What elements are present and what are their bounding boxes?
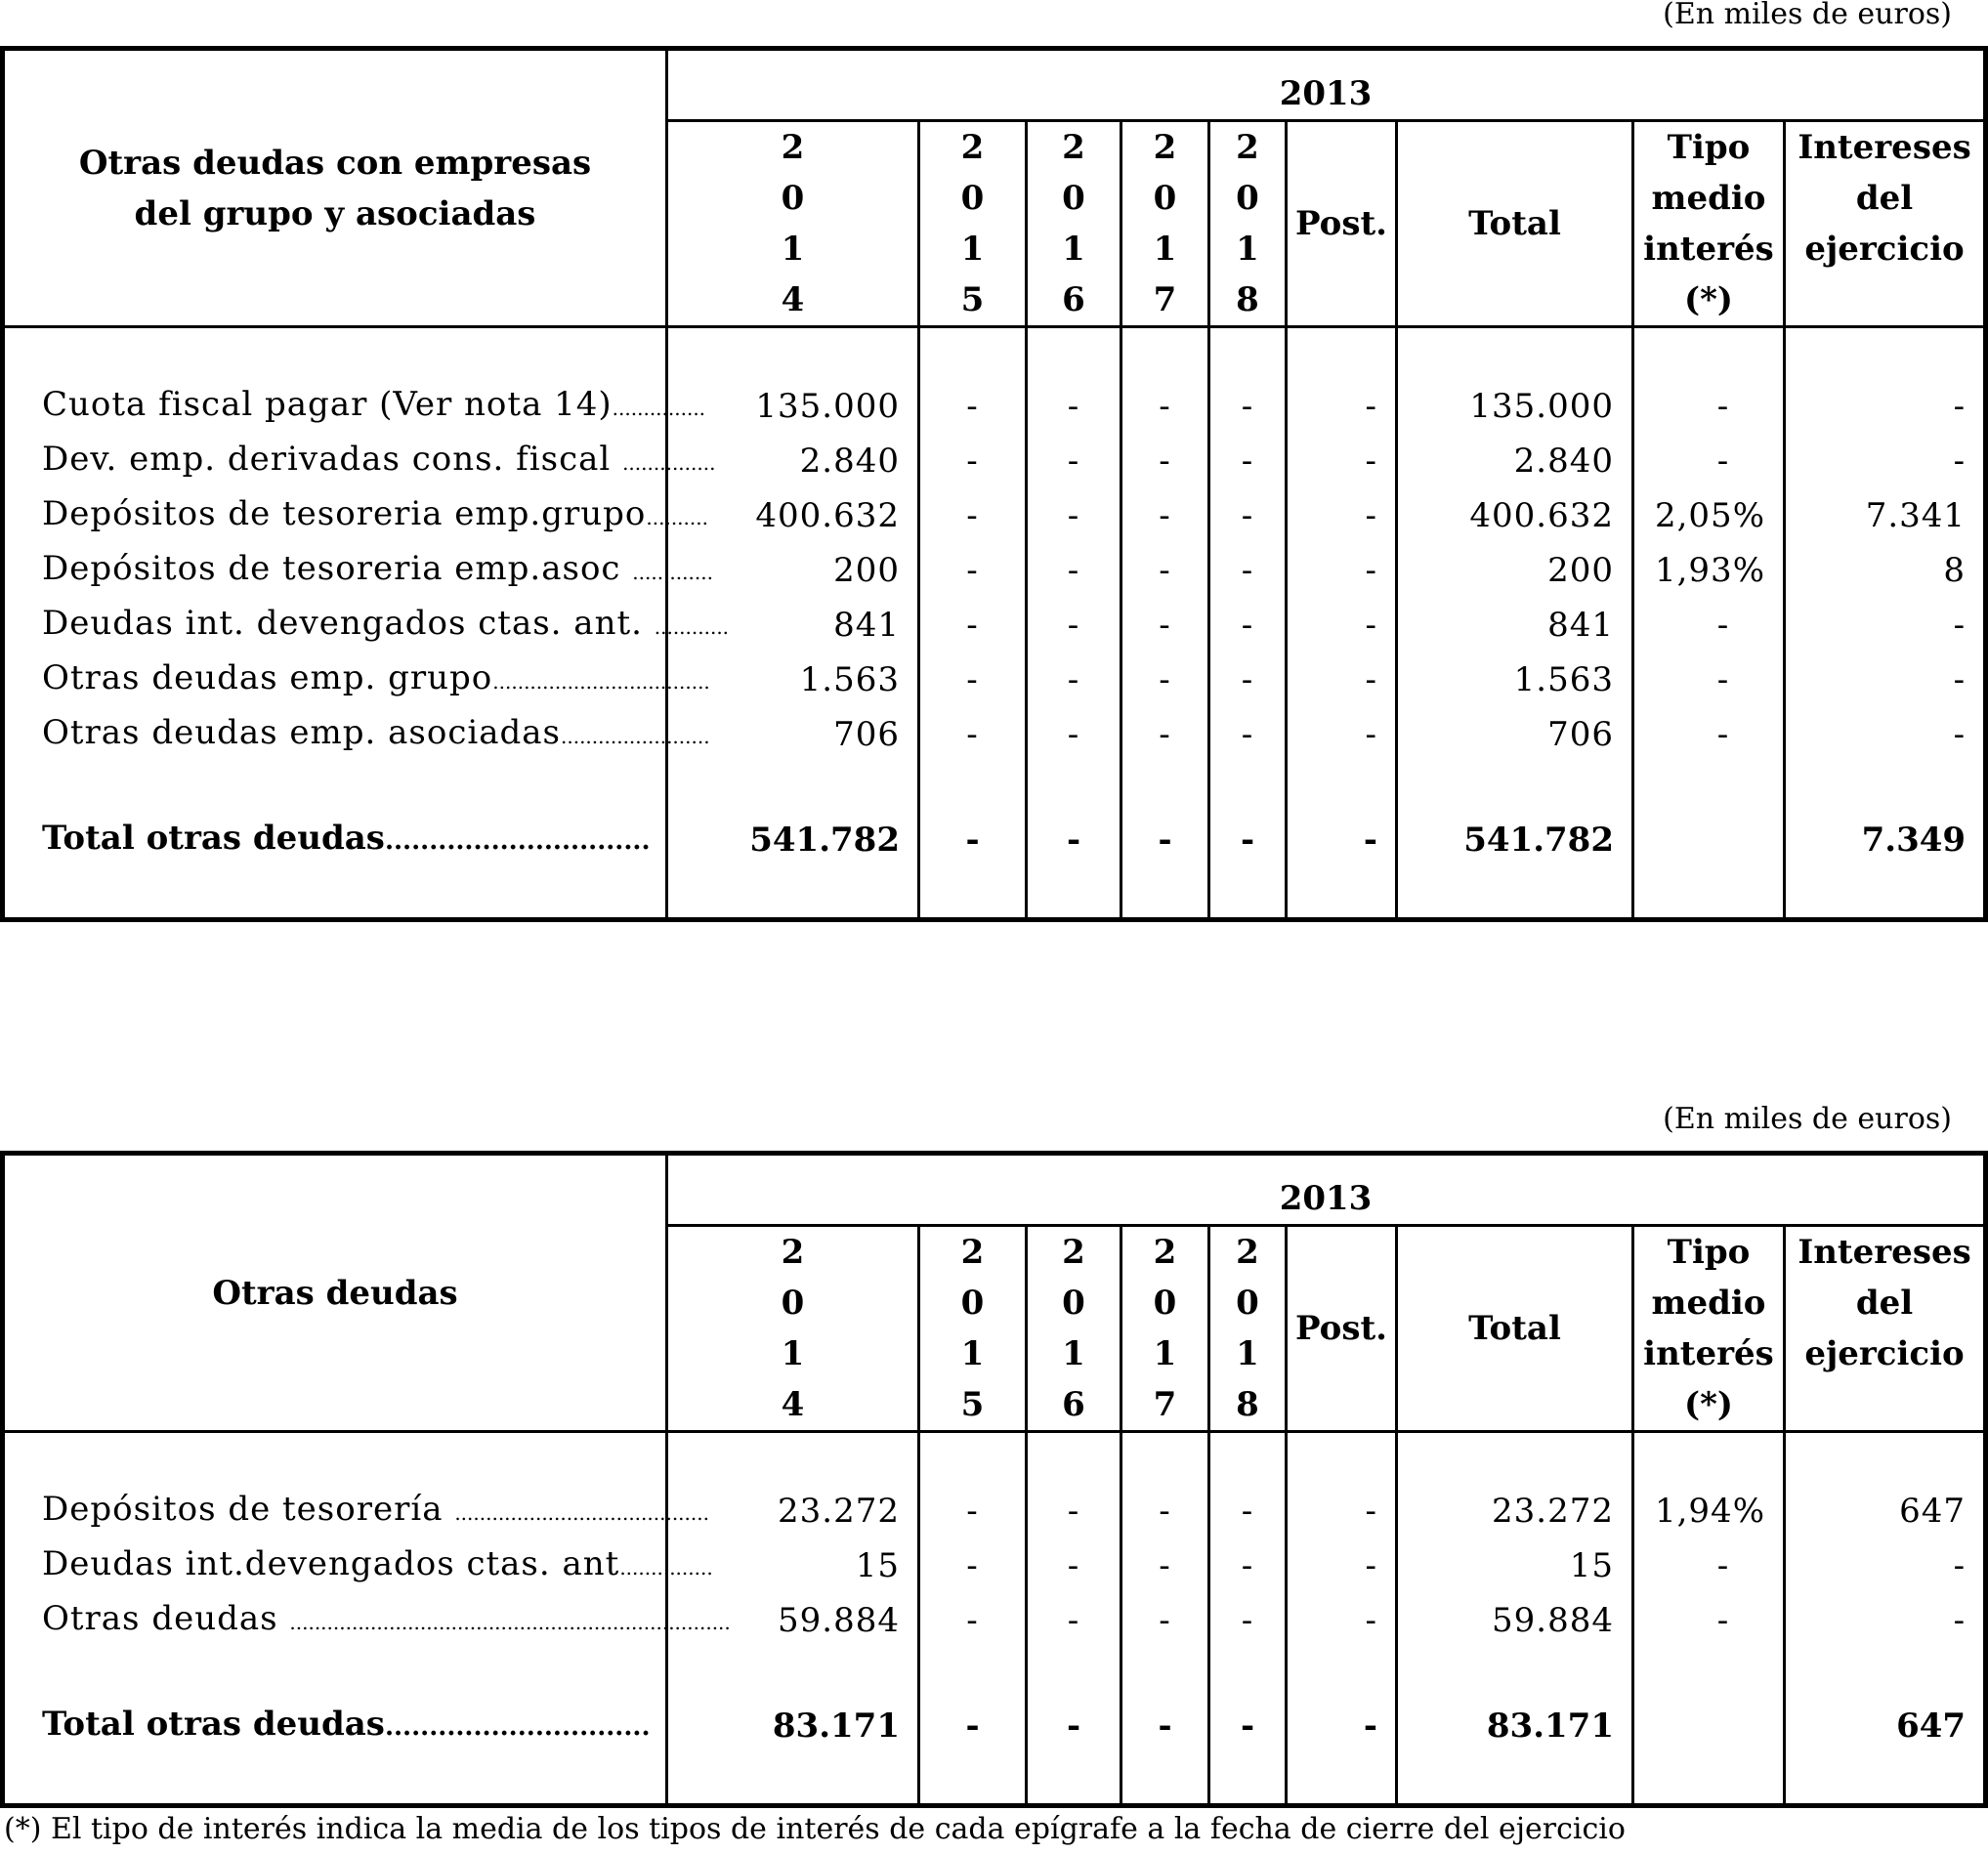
col-header-total: Total <box>1397 121 1633 327</box>
cell-2017: - <box>1121 488 1209 543</box>
row-header <box>3 49 667 327</box>
cell-post: - <box>1287 813 1397 866</box>
total-label: Total otras deudas <box>42 819 385 858</box>
cell-2017: - <box>1121 1538 1209 1593</box>
cell-total: 841 <box>1397 598 1633 653</box>
cell-2014: 135.000 <box>667 379 919 434</box>
cell-2016: - <box>1027 379 1121 434</box>
dot-leader: ....................................................................... <box>289 1611 731 1634</box>
col-header-tipo: Tipo medio interés (*) <box>1633 121 1785 327</box>
table-row <box>3 653 1986 707</box>
cell-tipo: - <box>1633 379 1785 434</box>
row-label: Otras deudas emp. asociadas <box>42 713 561 752</box>
cell-2014: 15 <box>667 1538 919 1593</box>
cell-2016: - <box>1027 488 1121 543</box>
cell-2014: 706 <box>667 707 919 762</box>
cell-post: - <box>1287 488 1397 543</box>
table-row <box>3 1484 1986 1538</box>
cell-total: 135.000 <box>1397 379 1633 434</box>
cell-tipo <box>1633 813 1785 866</box>
cell-tipo: - <box>1633 707 1785 762</box>
cell-post: - <box>1287 543 1397 598</box>
cell-2017: - <box>1121 598 1209 653</box>
cell-2015: - <box>919 707 1027 762</box>
cell-tipo <box>1633 1699 1785 1752</box>
cell-2015: - <box>919 1593 1027 1648</box>
dot-leader: ........................ <box>561 725 710 748</box>
col-header-2018: 2 0 1 8 <box>1209 121 1287 327</box>
cell-intereses: - <box>1785 379 1986 434</box>
cell-2016: - <box>1027 1593 1121 1648</box>
year-header: 2013 <box>667 1154 1986 1226</box>
cell-intereses: 8 <box>1785 543 1986 598</box>
total-row <box>3 1699 1986 1752</box>
dot-leader: .............................. <box>384 1712 651 1742</box>
dot-leader: .......... <box>646 506 708 529</box>
cell-intereses: - <box>1785 598 1986 653</box>
row-label: Depósitos de tesorería <box>42 1490 455 1529</box>
cell-2016: - <box>1027 653 1121 707</box>
cell-2016: - <box>1027 1699 1121 1752</box>
cell-total: 23.272 <box>1397 1484 1633 1538</box>
cell-total: 83.171 <box>1397 1699 1633 1752</box>
table-row <box>3 598 1986 653</box>
cell-total: 706 <box>1397 707 1633 762</box>
col-header-post: Post. <box>1287 121 1397 327</box>
debts-table <box>0 1151 1988 1808</box>
cell-2018: - <box>1209 1699 1287 1752</box>
cell-total: 400.632 <box>1397 488 1633 543</box>
col-header-2015: 2 0 1 5 <box>919 121 1027 327</box>
cell-2014: 2.840 <box>667 434 919 488</box>
units-label: (En miles de euros) <box>1663 0 1952 31</box>
row-label: Otras deudas <box>42 1599 290 1638</box>
total-row <box>3 813 1986 866</box>
row-header-line: Otras deudas <box>212 1273 458 1313</box>
cell-tipo: - <box>1633 653 1785 707</box>
cell-2015: - <box>919 379 1027 434</box>
row-label: Deudas int. devengados ctas. ant. <box>42 604 655 643</box>
cell-post: - <box>1287 1484 1397 1538</box>
col-header-intereses: Intereses del ejercicio <box>1785 1226 1986 1432</box>
dot-leader: .............................. <box>384 826 651 856</box>
cell-tipo: 1,94% <box>1633 1484 1785 1538</box>
dot-leader: ............... <box>612 397 706 420</box>
cell-2015: - <box>919 488 1027 543</box>
cell-2014: 83.171 <box>667 1699 919 1752</box>
cell-tipo: 1,93% <box>1633 543 1785 598</box>
cell-post: - <box>1287 707 1397 762</box>
cell-2015: - <box>919 543 1027 598</box>
table-row <box>3 707 1986 762</box>
cell-post: - <box>1287 598 1397 653</box>
row-label: Depósitos de tesoreria emp.asoc <box>42 549 633 588</box>
cell-intereses: 7.341 <box>1785 488 1986 543</box>
cell-2017: - <box>1121 707 1209 762</box>
cell-post: - <box>1287 434 1397 488</box>
cell-2016: - <box>1027 1484 1121 1538</box>
col-header-post: Post. <box>1287 1226 1397 1432</box>
row-label: Otras deudas emp. grupo <box>42 658 493 697</box>
table-group-companies-debts <box>0 46 1983 886</box>
cell-post: - <box>1287 1699 1397 1752</box>
cell-total: 1.563 <box>1397 653 1633 707</box>
table-row <box>3 1538 1986 1593</box>
units-label: (En miles de euros) <box>1663 1102 1952 1136</box>
cell-intereses: - <box>1785 1593 1986 1648</box>
cell-2018: - <box>1209 434 1287 488</box>
cell-post: - <box>1287 1593 1397 1648</box>
col-header-2014: 2 0 1 4 <box>667 121 919 327</box>
cell-2016: - <box>1027 707 1121 762</box>
cell-2018: - <box>1209 1538 1287 1593</box>
cell-2015: - <box>919 813 1027 866</box>
table-row <box>3 434 1986 488</box>
cell-total: 2.840 <box>1397 434 1633 488</box>
cell-2017: - <box>1121 813 1209 866</box>
cell-tipo: 2,05% <box>1633 488 1785 543</box>
cell-total: 541.782 <box>1397 813 1633 866</box>
cell-total: 15 <box>1397 1538 1633 1593</box>
cell-2017: - <box>1121 1593 1209 1648</box>
table-row <box>3 488 1986 543</box>
col-header-2017: 2 0 1 7 <box>1121 121 1209 327</box>
cell-2014: 400.632 <box>667 488 919 543</box>
col-header-tipo: Tipo medio interés (*) <box>1633 1226 1785 1432</box>
row-header-line: Otras deudas con empresas <box>78 143 592 183</box>
cell-2018: - <box>1209 653 1287 707</box>
dot-leader: ............. <box>632 561 713 584</box>
cell-2017: - <box>1121 1699 1209 1752</box>
dot-leader: ......................................... <box>454 1501 709 1525</box>
col-header-2016: 2 0 1 6 <box>1027 1226 1121 1432</box>
dot-leader: ............ <box>654 615 730 639</box>
cell-tipo: - <box>1633 598 1785 653</box>
cell-2018: - <box>1209 488 1287 543</box>
row-header <box>3 1154 667 1432</box>
col-header-2016: 2 0 1 6 <box>1027 121 1121 327</box>
table-other-debts <box>0 1151 1983 1787</box>
row-label: Deudas int.devengados ctas. ant <box>42 1544 620 1583</box>
cell-2016: - <box>1027 434 1121 488</box>
cell-post: - <box>1287 379 1397 434</box>
cell-tipo: - <box>1633 1593 1785 1648</box>
cell-2015: - <box>919 598 1027 653</box>
cell-2018: - <box>1209 1593 1287 1648</box>
cell-2015: - <box>919 1699 1027 1752</box>
row-label: Depósitos de tesoreria emp.grupo <box>42 494 647 533</box>
cell-intereses: 647 <box>1785 1699 1986 1752</box>
cell-tipo: - <box>1633 1538 1785 1593</box>
cell-2015: - <box>919 1484 1027 1538</box>
col-header-2015: 2 0 1 5 <box>919 1226 1027 1432</box>
table-row <box>3 379 1986 434</box>
row-label: Cuota fiscal pagar (Ver nota 14) <box>42 385 613 424</box>
cell-2017: - <box>1121 1484 1209 1538</box>
row-header-line: del grupo y asociadas <box>134 193 536 233</box>
cell-post: - <box>1287 653 1397 707</box>
cell-intereses: 7.349 <box>1785 813 1986 866</box>
cell-2015: - <box>919 1538 1027 1593</box>
cell-intereses: - <box>1785 653 1986 707</box>
cell-2016: - <box>1027 598 1121 653</box>
cell-2016: - <box>1027 1538 1121 1593</box>
cell-2017: - <box>1121 379 1209 434</box>
cell-intereses: - <box>1785 1538 1986 1593</box>
total-label: Total otras deudas <box>42 1705 385 1744</box>
col-header-2014: 2 0 1 4 <box>667 1226 919 1432</box>
cell-tipo: - <box>1633 434 1785 488</box>
year-header: 2013 <box>667 49 1986 121</box>
cell-2018: - <box>1209 379 1287 434</box>
footnote: (*) El tipo de interés indica la media de los tipos de interés de cada epígrafe a la fecha de cierre del ejercicio <box>4 1812 1626 1846</box>
cell-intereses: - <box>1785 707 1986 762</box>
cell-2014: 23.272 <box>667 1484 919 1538</box>
cell-total: 59.884 <box>1397 1593 1633 1648</box>
cell-2017: - <box>1121 543 1209 598</box>
cell-2014: 200 <box>667 543 919 598</box>
cell-total: 200 <box>1397 543 1633 598</box>
cell-2018: - <box>1209 1484 1287 1538</box>
dot-leader: ............... <box>619 1556 713 1580</box>
dot-leader: ............... <box>622 451 716 475</box>
cell-2014: 541.782 <box>667 813 919 866</box>
cell-2016: - <box>1027 813 1121 866</box>
cell-2016: - <box>1027 543 1121 598</box>
table-row <box>3 543 1986 598</box>
cell-2018: - <box>1209 598 1287 653</box>
cell-2014: 841 <box>667 598 919 653</box>
cell-intereses: - <box>1785 434 1986 488</box>
cell-post: - <box>1287 1538 1397 1593</box>
cell-intereses: 647 <box>1785 1484 1986 1538</box>
cell-2018: - <box>1209 813 1287 866</box>
debts-table <box>0 46 1988 922</box>
col-header-intereses: Intereses del ejercicio <box>1785 121 1986 327</box>
cell-2018: - <box>1209 707 1287 762</box>
col-header-total: Total <box>1397 1226 1633 1432</box>
cell-2015: - <box>919 434 1027 488</box>
cell-2014: 1.563 <box>667 653 919 707</box>
cell-2018: - <box>1209 543 1287 598</box>
cell-2017: - <box>1121 434 1209 488</box>
table-row <box>3 1593 1986 1648</box>
row-label: Dev. emp. derivadas cons. fiscal <box>42 440 623 479</box>
col-header-2018: 2 0 1 8 <box>1209 1226 1287 1432</box>
cell-2015: - <box>919 653 1027 707</box>
dot-leader: ................................... <box>492 670 710 694</box>
col-header-2017: 2 0 1 7 <box>1121 1226 1209 1432</box>
cell-2017: - <box>1121 653 1209 707</box>
cell-2014: 59.884 <box>667 1593 919 1648</box>
